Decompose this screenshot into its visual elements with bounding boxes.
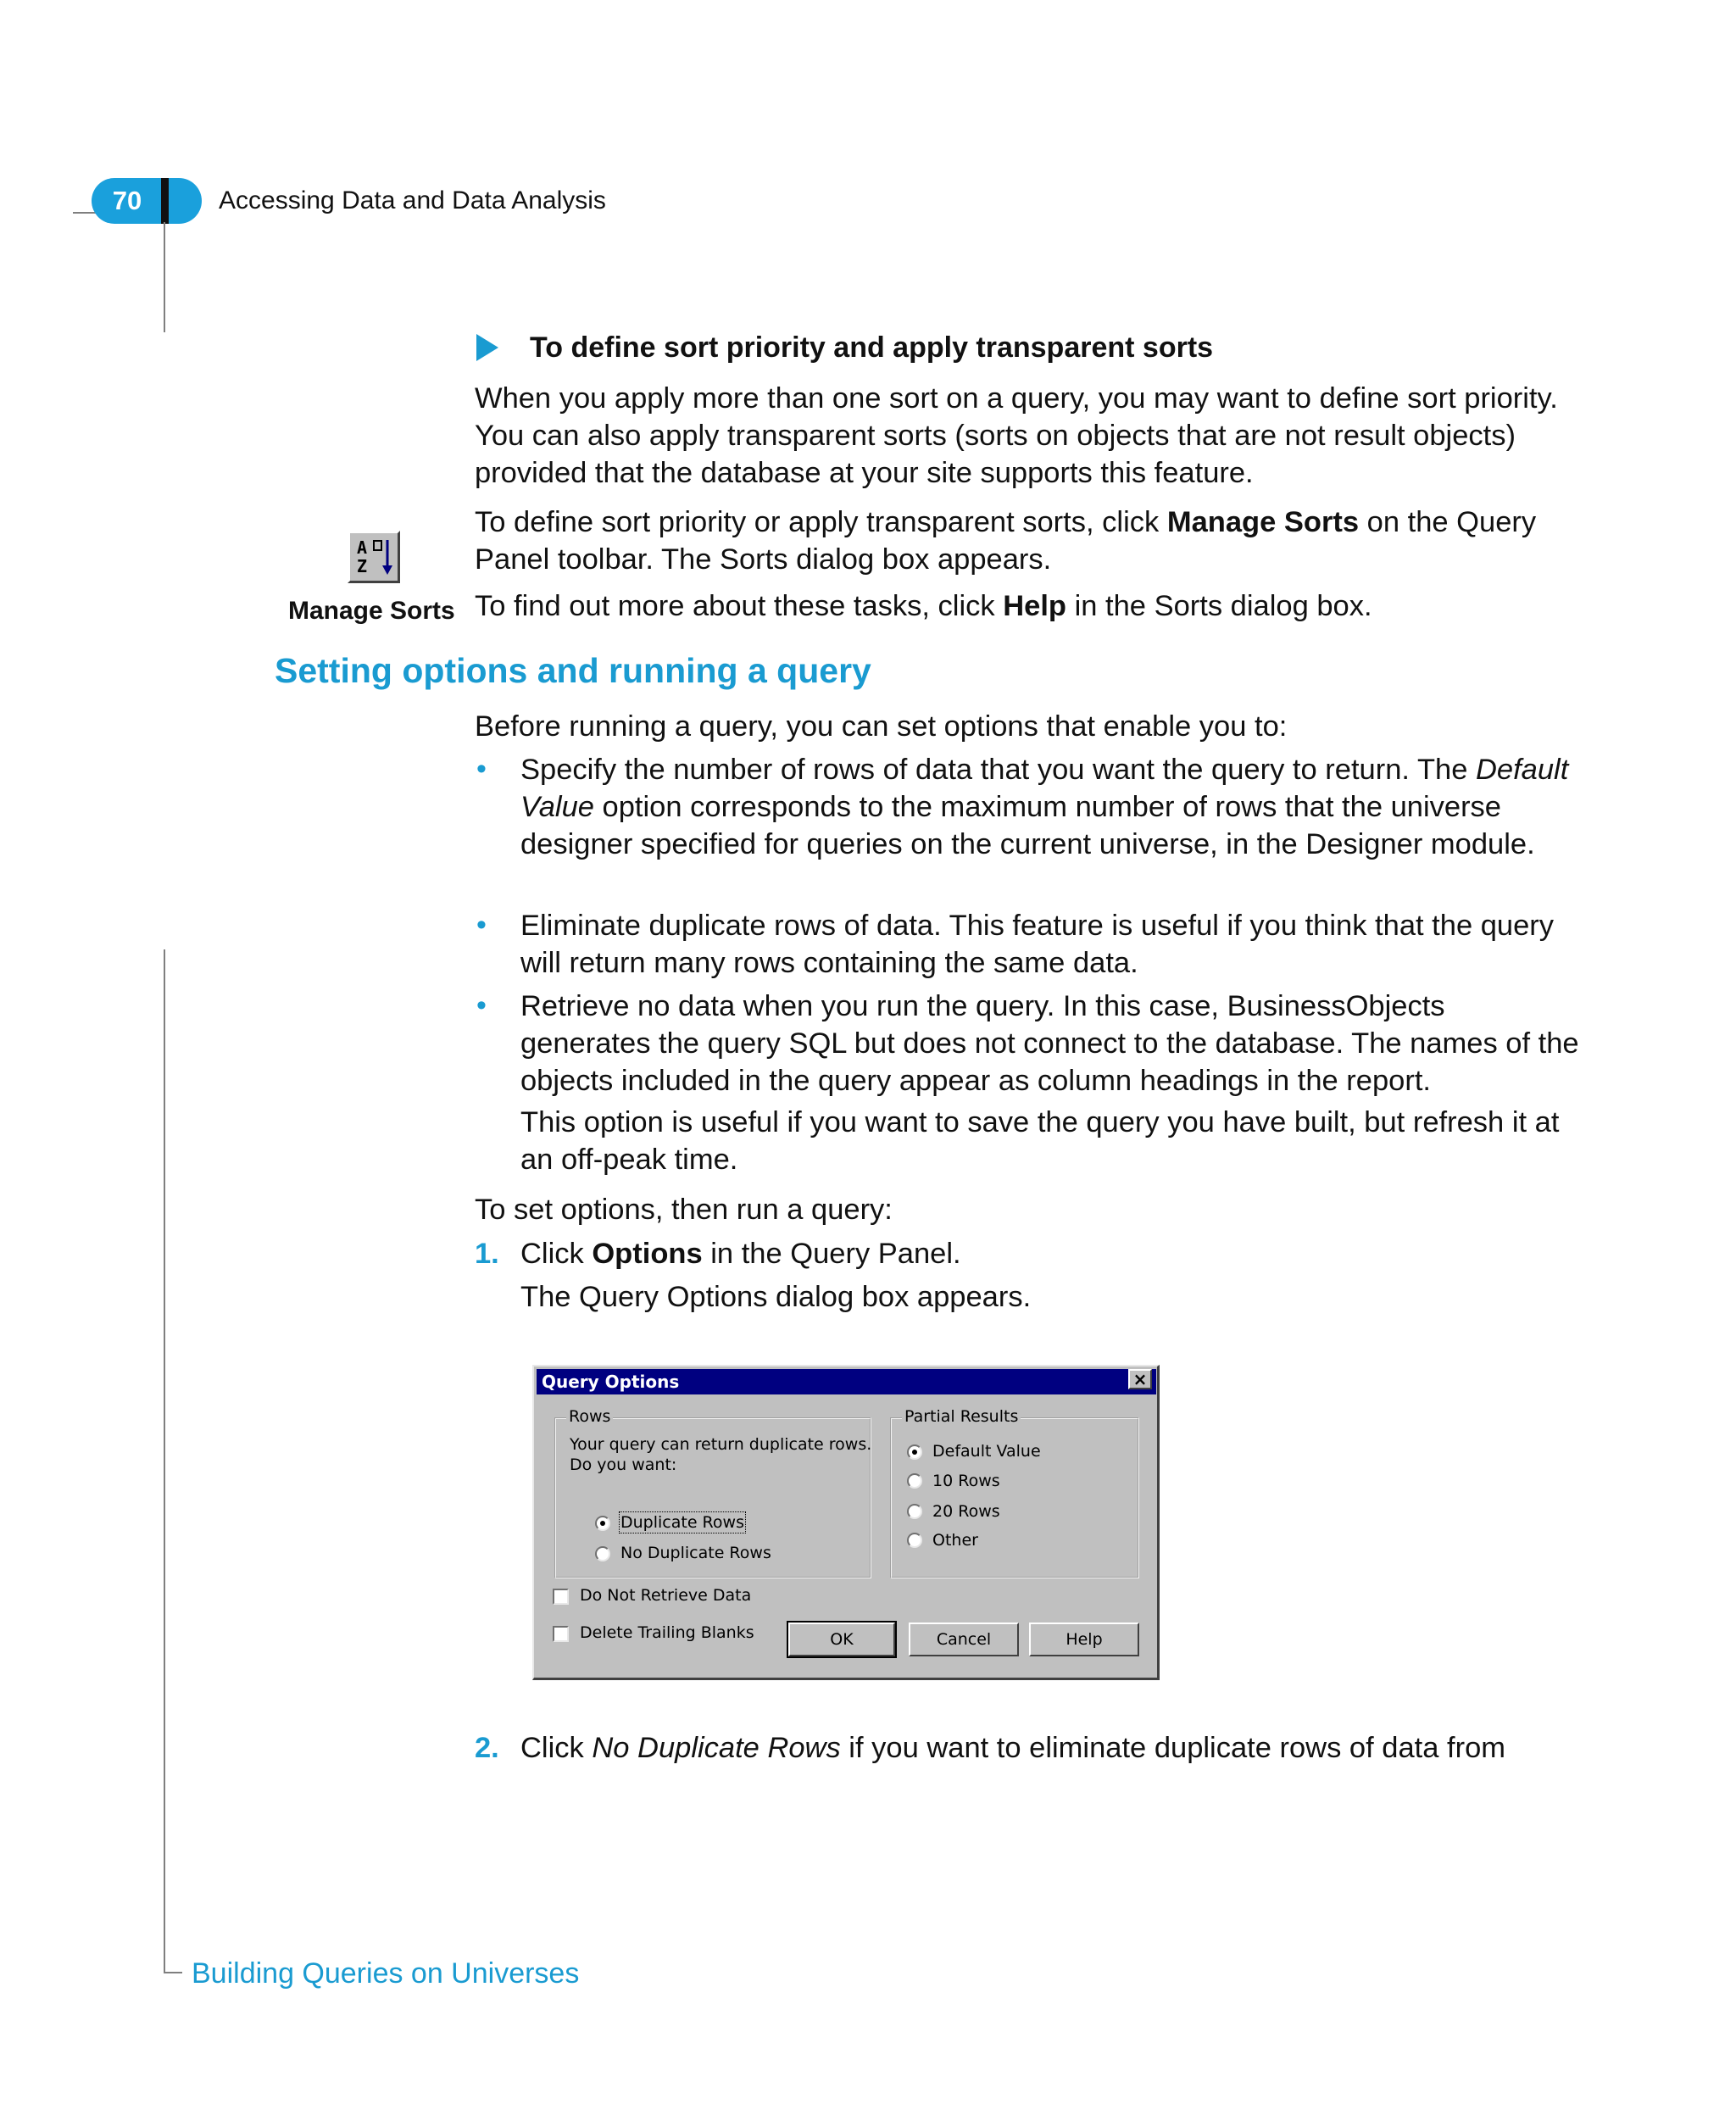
help-bold: Help bbox=[1003, 590, 1066, 622]
radio-label-duplicate-rows[interactable]: Duplicate Rows bbox=[620, 1513, 744, 1532]
text: To find out more about these tasks, click bbox=[475, 590, 1004, 622]
svg-text:A: A bbox=[357, 537, 368, 558]
checkbox-delete-trailing-blanks[interactable] bbox=[553, 1626, 569, 1642]
page-number: 70 bbox=[112, 186, 142, 215]
text: To define sort priority or apply transparent sorts, click bbox=[475, 506, 1167, 538]
radio-label-10-rows[interactable]: 10 Rows bbox=[932, 1472, 1000, 1490]
text: if you want to eliminate duplicate rows of data from bbox=[840, 1732, 1506, 1764]
radio-other[interactable] bbox=[907, 1533, 922, 1548]
dialog-title: Query Options bbox=[542, 1372, 680, 1392]
text: in the Sorts dialog box. bbox=[1066, 590, 1372, 622]
section-intro: Before running a query, you can set options that enable you to: bbox=[475, 710, 1288, 743]
step-text bbox=[520, 1235, 1580, 1272]
bullet-note: This option is useful if you want to save the query you have built, but refresh it at an off-peak time. bbox=[520, 1106, 1560, 1176]
radio-no-duplicate-rows[interactable] bbox=[595, 1546, 610, 1561]
step-number: 1. bbox=[475, 1238, 499, 1270]
default-value-italic: Default Value bbox=[520, 754, 1569, 823]
radio-label-20-rows[interactable]: 20 Rows bbox=[932, 1502, 1000, 1521]
radio-20-rows[interactable] bbox=[907, 1504, 922, 1519]
cancel-button[interactable]: Cancel bbox=[909, 1623, 1019, 1656]
svg-text:Z: Z bbox=[357, 556, 368, 576]
rows-prompt bbox=[570, 1434, 871, 1475]
margin-rule-bottom bbox=[164, 949, 165, 1973]
ok-button[interactable]: OK bbox=[788, 1623, 895, 1656]
step-note: The Query Options dialog box appears. bbox=[520, 1281, 1032, 1313]
no-duplicate-rows-italic: No Duplicate Rows bbox=[592, 1732, 841, 1764]
rows-group-label: Rows bbox=[566, 1407, 613, 1426]
text: Click bbox=[520, 1732, 593, 1764]
text: Click bbox=[520, 1238, 593, 1270]
query-options-dialog bbox=[532, 1365, 1160, 1680]
paragraph-manage-sorts bbox=[475, 504, 1577, 578]
footer-rule bbox=[164, 1972, 182, 1973]
bullet-marker: • bbox=[476, 989, 487, 1021]
icon-caption: Manage Sorts bbox=[288, 597, 455, 625]
help-button[interactable]: Help bbox=[1029, 1623, 1139, 1656]
section-heading: Setting options and running a query bbox=[275, 651, 871, 690]
radio-duplicate-rows[interactable] bbox=[595, 1516, 610, 1531]
procedure-arrow-icon bbox=[476, 334, 498, 361]
running-header-title: Accessing Data and Data Analysis bbox=[219, 186, 606, 214]
rows-prompt-line: Your query can return duplicate rows. bbox=[570, 1435, 872, 1454]
partial-results-group-label: Partial Results bbox=[902, 1407, 1021, 1426]
checkbox-do-not-retrieve-data[interactable] bbox=[553, 1589, 569, 1605]
header-divider bbox=[161, 178, 169, 224]
bullet-marker: • bbox=[476, 909, 487, 941]
close-icon[interactable]: × bbox=[1128, 1369, 1152, 1389]
text: option corresponds to the maximum number of rows that the universe designer specified for queries on the current universe, in the Designer module. bbox=[520, 791, 1535, 860]
procedure-heading: To define sort priority and apply transparent sorts bbox=[530, 331, 1214, 364]
step-number: 2. bbox=[475, 1732, 499, 1764]
text: in the Query Panel. bbox=[702, 1238, 961, 1270]
radio-default-value[interactable] bbox=[907, 1444, 922, 1460]
running-footer-title: Building Queries on Universes bbox=[192, 1957, 580, 1990]
radio-label-no-duplicate-rows[interactable]: No Duplicate Rows bbox=[620, 1544, 771, 1562]
options-bold: Options bbox=[592, 1238, 703, 1270]
radio-label-other[interactable]: Other bbox=[932, 1531, 978, 1550]
manage-sorts-bold: Manage Sorts bbox=[1166, 506, 1360, 538]
bullet-marker: • bbox=[476, 753, 487, 785]
manage-sorts-icon bbox=[348, 531, 400, 583]
text: Specify the number of rows of data that you want the query to return. The bbox=[520, 754, 1476, 786]
bullet-item: Eliminate duplicate rows of data. This feature is useful if you think that the query will return many rows containing the same data. bbox=[520, 910, 1555, 979]
rows-prompt-line: Do you want: bbox=[570, 1456, 677, 1474]
checkbox-label-delete-trailing-blanks[interactable]: Delete Trailing Blanks bbox=[580, 1623, 754, 1642]
text: on the Query Panel toolbar. The Sorts dialog box appears. bbox=[475, 506, 1537, 576]
radio-10-rows[interactable] bbox=[907, 1473, 922, 1489]
bullet-item bbox=[520, 751, 1580, 863]
dialog-title-bar bbox=[537, 1369, 1156, 1394]
steps-intro: To set options, then run a query: bbox=[475, 1194, 893, 1226]
margin-rule-top bbox=[164, 222, 165, 332]
paragraph-help bbox=[475, 587, 1577, 625]
bullet-item: Retrieve no data when you run the query. In this case, BusinessObjects generates the query SQL but does not connect to the database. The names of the objects included in the query appear as column headings in the report. bbox=[520, 990, 1579, 1097]
radio-label-default-value[interactable]: Default Value bbox=[932, 1442, 1041, 1461]
checkbox-label-do-not-retrieve-data[interactable]: Do Not Retrieve Data bbox=[580, 1586, 752, 1605]
step-text bbox=[520, 1729, 1622, 1767]
paragraph-sort-priority: When you apply more than one sort on a query, you may want to define sort priority. You can also apply transparent sorts (sorts on objects that are not result objects) provided that the database at your site supports this feature. bbox=[475, 382, 1558, 489]
